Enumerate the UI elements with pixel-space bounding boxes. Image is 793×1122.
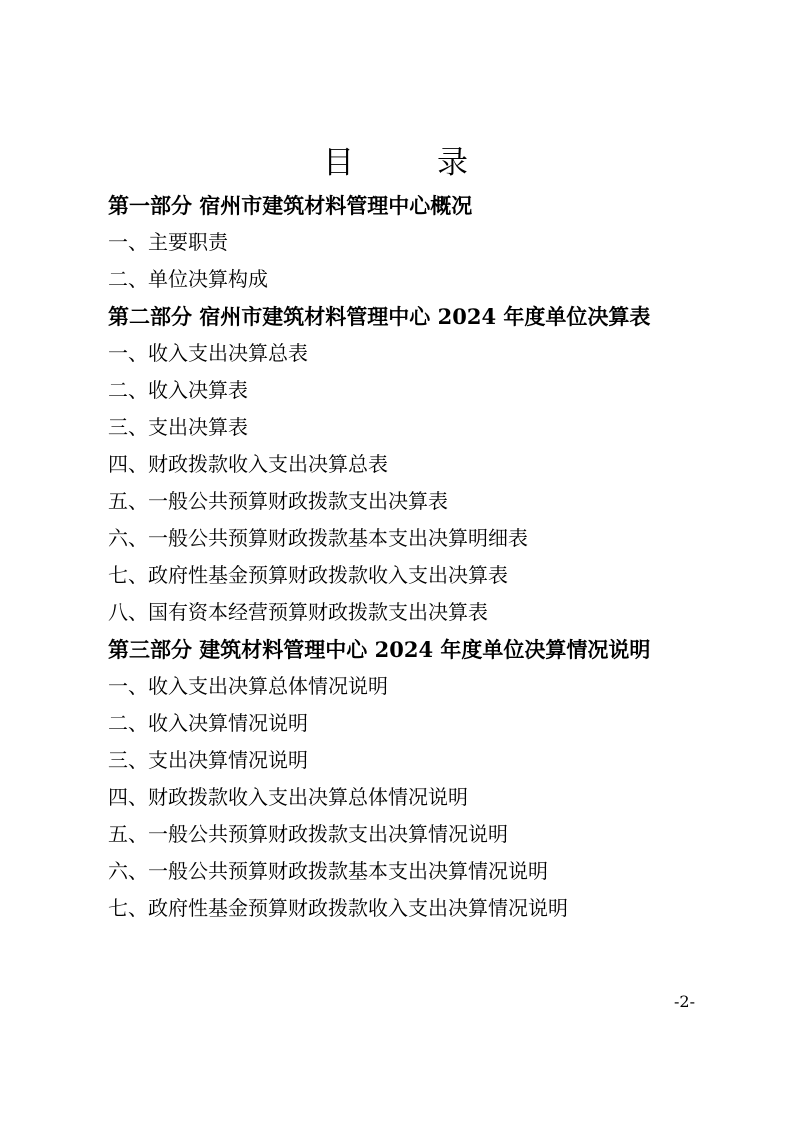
toc-part-2-heading: 第二部分 宿州市建筑材料管理中心 2024 年度单位决算表 (108, 304, 651, 329)
toc-item: 六、一般公共预算财政拨款基本支出决算明细表 (108, 526, 528, 550)
toc-item: 八、国有资本经营预算财政拨款支出决算表 (108, 600, 488, 624)
toc-item: 一、收入支出决算总体情况说明 (108, 674, 388, 698)
toc-part-3-heading: 第三部分 建筑材料管理中心 2024 年度单位决算情况说明 (108, 637, 651, 662)
toc-item: 二、单位决算构成 (108, 267, 268, 291)
page-number: -2- (674, 992, 695, 1011)
page-title: 目 录 (323, 145, 494, 181)
toc-part-1-heading: 第一部分 宿州市建筑材料管理中心概况 (108, 193, 473, 218)
toc-item: 七、政府性基金预算财政拨款收入支出决算表 (108, 563, 508, 587)
toc-item: 一、主要职责 (108, 230, 228, 254)
toc-item: 五、一般公共预算财政拨款支出决算情况说明 (108, 822, 508, 846)
toc-item: 六、一般公共预算财政拨款基本支出决算情况说明 (108, 859, 548, 883)
toc-item: 五、一般公共预算财政拨款支出决算表 (108, 489, 448, 513)
table-of-contents (108, 187, 698, 927)
toc-item: 七、政府性基金预算财政拨款收入支出决算情况说明 (108, 896, 568, 920)
toc-item: 三、支出决算表 (108, 415, 248, 439)
toc-item: 四、财政拨款收入支出决算总体情况说明 (108, 785, 468, 809)
toc-item: 三、支出决算情况说明 (108, 748, 308, 772)
toc-item: 二、收入决算情况说明 (108, 711, 308, 735)
toc-item: 一、收入支出决算总表 (108, 341, 308, 365)
toc-item: 四、财政拨款收入支出决算总表 (108, 452, 388, 476)
toc-item: 二、收入决算表 (108, 378, 248, 402)
